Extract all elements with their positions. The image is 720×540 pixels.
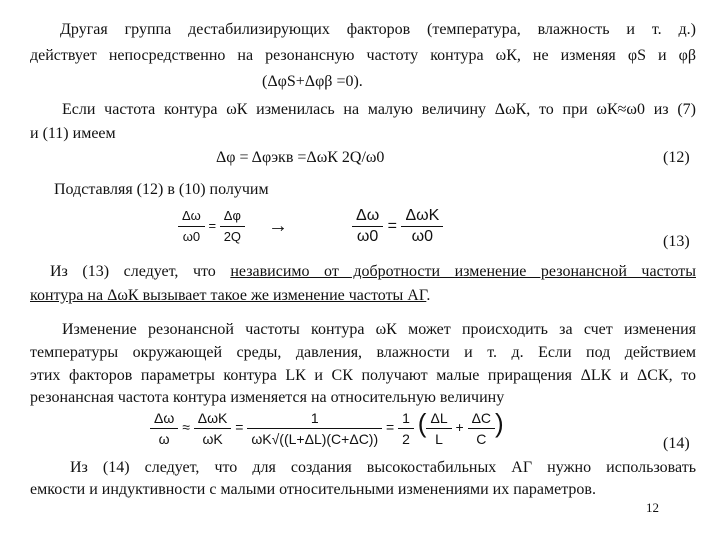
frac-den: L [435, 431, 443, 447]
paren-open: ( [417, 408, 427, 439]
text-line: емкости и индуктивности с малыми относительными изменениями их параметров. [30, 481, 596, 498]
equals-sign: = [235, 419, 244, 436]
frac-num: Δω [178, 206, 205, 227]
underlined-text: независимо от добротности изменение резонансной частоты [230, 263, 696, 280]
frac-den: ω0 [411, 228, 434, 245]
frac-num: Δφ [220, 206, 245, 227]
frac-den: ω0 [182, 229, 201, 244]
equation-14 [150, 408, 504, 449]
text-line: Другая группа дестабилизирующих факторов (температура, влажность и т. д.) [60, 21, 696, 38]
underlined-text: контура на ΔωК вызывает такое же изменение частоты АГ [30, 287, 427, 304]
text-line: Изменение резонансной частоты контура ωК может происходить за счет изменения [62, 321, 696, 338]
equation-number: (13) [663, 233, 690, 250]
text-span: . [426, 287, 431, 304]
equals-sign: = [387, 217, 397, 235]
frac-num: ΔωK [401, 206, 443, 227]
equation-12: Δφ = Δφэкв =ΔωК 2Q/ω0 [216, 149, 385, 166]
frac-num: 1 [247, 408, 382, 429]
text-line: температуры окружающей среды, давления, влажности и т. д. Если под действием [30, 344, 696, 361]
equation-13-right [352, 206, 443, 247]
arrow-icon: → [268, 215, 288, 237]
frac-den: ωK√((L+ΔL)(C+ΔC)) [251, 431, 379, 447]
text-line: Подставляя (12) в (10) получим [54, 181, 269, 198]
frac-num: ΔωK [194, 408, 232, 429]
text-span: Из (13) следует, что [50, 263, 231, 280]
approx-sign: ≈ [182, 419, 190, 436]
equation-number: (14) [663, 435, 690, 452]
equation-number: (12) [663, 149, 690, 166]
plus-sign: + [455, 419, 464, 436]
frac-den: ω [158, 431, 170, 447]
frac-num: 1 [398, 408, 414, 429]
text-line: (ΔφS+Δφβ =0). [262, 73, 363, 90]
text-line: и (11) имеем [30, 125, 116, 142]
equals-sign: = [208, 217, 217, 233]
frac-den: ωK [202, 431, 223, 447]
text-line: действует непосредственно на резонансную частоту контура ωК, не изменяя φS и φβ [30, 47, 696, 64]
text-line [50, 262, 696, 282]
text-line: Из (14) следует, что для создания высокостабильных АГ нужно использовать [70, 459, 696, 476]
equation-13-left [178, 206, 245, 247]
frac-num: ΔL [426, 408, 451, 429]
frac-den: ω0 [356, 228, 379, 245]
equals-sign: = [386, 419, 395, 436]
paren-close: ) [495, 408, 504, 439]
frac-num: Δω [352, 206, 383, 227]
text-line: резонансная частота контура изменяется на относительную величину [30, 389, 505, 406]
text-line: этих факторов параметры контура LК и CК получают малые приращения ΔLК и ΔCК, то [30, 367, 696, 384]
frac-num: ΔC [468, 408, 495, 429]
page-number: 12 [646, 500, 659, 515]
text-line [30, 286, 430, 306]
frac-den: 2Q [223, 229, 242, 244]
frac-den: C [476, 431, 487, 447]
frac-den: 2 [402, 431, 410, 447]
text-line: Если частота контура ωК изменилась на малую величину ΔωК, то при ωК≈ω0 из (7) [62, 101, 696, 118]
frac-num: Δω [150, 408, 178, 429]
